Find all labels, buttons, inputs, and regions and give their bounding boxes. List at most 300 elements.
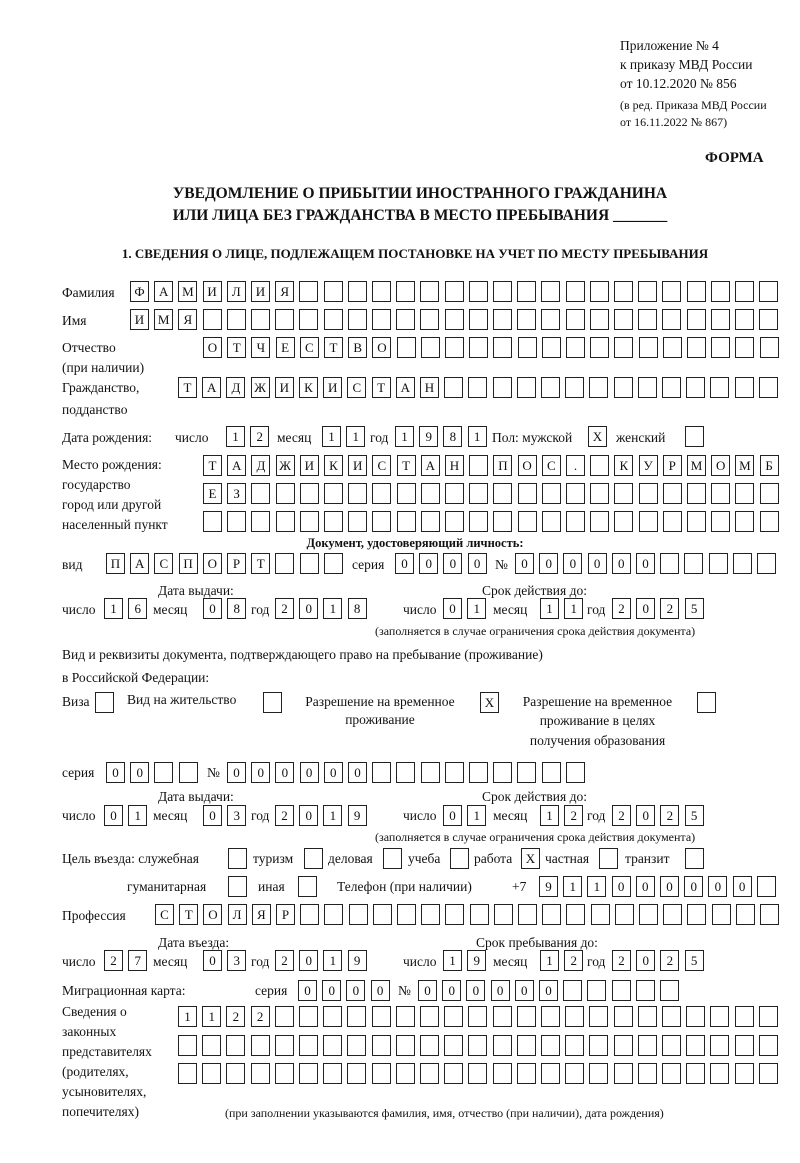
char-box-surname[interactable] — [445, 281, 464, 302]
char-box-reps-row1[interactable]: 2 — [226, 1006, 245, 1027]
char-box-reps-row2[interactable] — [710, 1035, 729, 1056]
char-box-reps-row2[interactable] — [759, 1035, 778, 1056]
char-box-phone[interactable]: 0 — [684, 876, 703, 897]
char-box-surname[interactable] — [469, 281, 488, 302]
char-box-stay-until-month[interactable]: 2 — [564, 950, 583, 971]
char-box-reps-row3[interactable] — [614, 1063, 633, 1084]
char-box-id-kind[interactable]: П — [106, 553, 125, 574]
char-box-profession[interactable] — [736, 904, 755, 925]
char-box-reps-row2[interactable] — [347, 1035, 366, 1056]
char-box-name[interactable] — [420, 309, 439, 330]
char-box-profession[interactable] — [494, 904, 513, 925]
checkbox-purpose-official[interactable] — [228, 848, 247, 869]
char-box-birth-day[interactable]: 1 — [226, 426, 245, 447]
char-box-mig-series[interactable]: 0 — [346, 980, 365, 1001]
char-box-stay-valid-year[interactable]: 0 — [636, 805, 655, 826]
char-box-id-issue-month[interactable]: 0 — [203, 598, 222, 619]
char-box-stay-number[interactable]: 0 — [348, 762, 367, 783]
char-box-citizenship[interactable]: И — [323, 377, 342, 398]
char-box-reps-row2[interactable] — [565, 1035, 584, 1056]
char-box-birth-year[interactable]: 1 — [468, 426, 487, 447]
char-box-birthplace-row1[interactable]: Д — [251, 455, 270, 476]
char-box-patronymic[interactable] — [566, 337, 585, 358]
char-box-mig-number[interactable]: 0 — [442, 980, 461, 1001]
char-box-citizenship[interactable]: Ж — [251, 377, 270, 398]
char-box-reps-row3[interactable] — [275, 1063, 294, 1084]
char-box-reps-row2[interactable] — [372, 1035, 391, 1056]
char-box-id-valid-day[interactable]: 0 — [443, 598, 462, 619]
char-box-id-kind[interactable]: А — [130, 553, 149, 574]
char-box-surname[interactable] — [687, 281, 706, 302]
char-box-mig-number[interactable]: 0 — [466, 980, 485, 1001]
char-box-surname[interactable] — [396, 281, 415, 302]
char-box-patronymic[interactable] — [518, 337, 537, 358]
char-box-id-kind[interactable]: Р — [227, 553, 246, 574]
char-box-reps-row1[interactable] — [420, 1006, 439, 1027]
char-box-stay-until-day[interactable]: 9 — [467, 950, 486, 971]
char-box-birth-month[interactable]: 1 — [322, 426, 341, 447]
char-box-citizenship[interactable] — [662, 377, 681, 398]
char-box-citizenship[interactable] — [444, 377, 463, 398]
char-box-birthplace-row3[interactable] — [639, 511, 658, 532]
char-box-reps-row3[interactable] — [178, 1063, 197, 1084]
char-box-reps-row2[interactable] — [178, 1035, 197, 1056]
char-box-stay-number[interactable]: 0 — [275, 762, 294, 783]
char-box-profession[interactable]: Л — [228, 904, 247, 925]
char-box-citizenship[interactable] — [686, 377, 705, 398]
char-box-stay-issue-year[interactable]: 2 — [275, 805, 294, 826]
char-box-birthplace-row3[interactable] — [421, 511, 440, 532]
char-box-reps-row2[interactable] — [444, 1035, 463, 1056]
char-box-profession[interactable] — [639, 904, 658, 925]
char-box-id-kind[interactable]: Т — [251, 553, 270, 574]
char-box-id-number[interactable]: 0 — [588, 553, 607, 574]
char-box-stay-number[interactable]: 0 — [300, 762, 319, 783]
char-box-phone[interactable]: 1 — [563, 876, 582, 897]
char-box-citizenship[interactable] — [493, 377, 512, 398]
char-box-surname[interactable] — [662, 281, 681, 302]
char-box-name[interactable] — [759, 309, 778, 330]
char-box-birthplace-row2[interactable] — [493, 483, 512, 504]
char-box-name[interactable] — [203, 309, 222, 330]
char-box-reps-row3[interactable] — [444, 1063, 463, 1084]
char-box-citizenship[interactable] — [589, 377, 608, 398]
char-box-birthplace-row2[interactable] — [251, 483, 270, 504]
char-box-id-valid-year[interactable]: 5 — [685, 598, 704, 619]
char-box-reps-row1[interactable] — [444, 1006, 463, 1027]
char-box-citizenship[interactable] — [710, 377, 729, 398]
char-box-birth-year[interactable]: 1 — [395, 426, 414, 447]
char-box-stay-series[interactable]: 0 — [130, 762, 149, 783]
char-box-patronymic[interactable] — [445, 337, 464, 358]
checkbox-sex-male[interactable]: X — [588, 426, 607, 447]
checkbox-stay-visa[interactable] — [95, 692, 114, 713]
char-box-reps-row1[interactable] — [735, 1006, 754, 1027]
char-box-citizenship[interactable] — [565, 377, 584, 398]
char-box-phone[interactable]: 0 — [733, 876, 752, 897]
char-box-patronymic[interactable] — [469, 337, 488, 358]
char-box-phone[interactable]: 9 — [539, 876, 558, 897]
char-box-id-series[interactable]: 0 — [443, 553, 462, 574]
char-box-birthplace-row1[interactable]: Ж — [276, 455, 295, 476]
char-box-profession[interactable]: О — [203, 904, 222, 925]
char-box-mig-number[interactable] — [636, 980, 655, 1001]
char-box-birthplace-row1[interactable]: . — [566, 455, 585, 476]
char-box-name[interactable] — [275, 309, 294, 330]
char-box-birthplace-row2[interactable] — [566, 483, 585, 504]
char-box-reps-row1[interactable] — [614, 1006, 633, 1027]
char-box-profession[interactable] — [591, 904, 610, 925]
char-box-birthplace-row2[interactable] — [469, 483, 488, 504]
char-box-stay-number[interactable] — [542, 762, 561, 783]
char-box-patronymic[interactable]: О — [203, 337, 222, 358]
char-box-stay-valid-month[interactable]: 2 — [564, 805, 583, 826]
char-box-reps-row1[interactable] — [275, 1006, 294, 1027]
char-box-stay-until-year[interactable]: 2 — [660, 950, 679, 971]
char-box-name[interactable] — [566, 309, 585, 330]
char-box-citizenship[interactable] — [638, 377, 657, 398]
char-box-id-valid-day[interactable]: 1 — [467, 598, 486, 619]
char-box-birthplace-row1[interactable] — [590, 455, 609, 476]
char-box-birthplace-row1[interactable]: А — [227, 455, 246, 476]
char-box-profession[interactable] — [373, 904, 392, 925]
char-box-surname[interactable] — [638, 281, 657, 302]
char-box-profession[interactable] — [566, 904, 585, 925]
char-box-reps-row3[interactable] — [226, 1063, 245, 1084]
char-box-id-valid-year[interactable]: 0 — [636, 598, 655, 619]
char-box-reps-row2[interactable] — [662, 1035, 681, 1056]
checkbox-stay-temp-permit[interactable]: X — [480, 692, 499, 713]
char-box-reps-row2[interactable] — [638, 1035, 657, 1056]
char-box-id-kind[interactable] — [275, 553, 294, 574]
char-box-id-issue-year[interactable]: 1 — [323, 598, 342, 619]
checkbox-purpose-tourism[interactable] — [304, 848, 323, 869]
char-box-phone[interactable]: 0 — [612, 876, 631, 897]
char-box-reps-row1[interactable] — [493, 1006, 512, 1027]
char-box-reps-row3[interactable] — [565, 1063, 584, 1084]
char-box-reps-row3[interactable] — [662, 1063, 681, 1084]
char-box-reps-row3[interactable] — [396, 1063, 415, 1084]
char-box-birthplace-row2[interactable] — [300, 483, 319, 504]
char-box-birthplace-row1[interactable]: С — [372, 455, 391, 476]
char-box-surname[interactable]: Ф — [130, 281, 149, 302]
char-box-stay-issue-month[interactable]: 3 — [227, 805, 246, 826]
char-box-reps-row3[interactable] — [710, 1063, 729, 1084]
char-box-stay-until-year[interactable]: 0 — [636, 950, 655, 971]
char-box-birthplace-row1[interactable]: О — [711, 455, 730, 476]
char-box-reps-row3[interactable] — [347, 1063, 366, 1084]
char-box-reps-row2[interactable] — [299, 1035, 318, 1056]
char-box-reps-row3[interactable] — [468, 1063, 487, 1084]
char-box-birthplace-row3[interactable] — [469, 511, 488, 532]
char-box-reps-row3[interactable] — [589, 1063, 608, 1084]
char-box-name[interactable] — [227, 309, 246, 330]
char-box-reps-row2[interactable] — [589, 1035, 608, 1056]
char-box-reps-row1[interactable] — [638, 1006, 657, 1027]
char-box-reps-row1[interactable] — [686, 1006, 705, 1027]
char-box-id-issue-month[interactable]: 8 — [227, 598, 246, 619]
char-box-surname[interactable] — [493, 281, 512, 302]
char-box-birthplace-row2[interactable] — [735, 483, 754, 504]
checkbox-purpose-humanitarian[interactable] — [228, 876, 247, 897]
char-box-birth-month[interactable]: 1 — [346, 426, 365, 447]
char-box-patronymic[interactable] — [421, 337, 440, 358]
char-box-reps-row2[interactable] — [275, 1035, 294, 1056]
char-box-profession[interactable]: Т — [179, 904, 198, 925]
char-box-birthplace-row2[interactable] — [687, 483, 706, 504]
char-box-surname[interactable] — [324, 281, 343, 302]
char-box-patronymic[interactable]: Ч — [251, 337, 270, 358]
char-box-reps-row3[interactable] — [638, 1063, 657, 1084]
char-box-id-number[interactable] — [660, 553, 679, 574]
char-box-entry-month[interactable]: 3 — [227, 950, 246, 971]
char-box-name[interactable] — [396, 309, 415, 330]
char-box-mig-number[interactable] — [660, 980, 679, 1001]
char-box-citizenship[interactable]: Д — [226, 377, 245, 398]
char-box-name[interactable] — [614, 309, 633, 330]
char-box-profession[interactable]: Р — [276, 904, 295, 925]
char-box-birthplace-row1[interactable]: С — [542, 455, 561, 476]
char-box-birthplace-row2[interactable] — [663, 483, 682, 504]
char-box-surname[interactable] — [614, 281, 633, 302]
char-box-surname[interactable]: И — [251, 281, 270, 302]
char-box-birthplace-row3[interactable] — [590, 511, 609, 532]
char-box-stay-number[interactable] — [396, 762, 415, 783]
char-box-mig-series[interactable]: 0 — [298, 980, 317, 1001]
char-box-surname[interactable] — [759, 281, 778, 302]
char-box-mig-number[interactable]: 0 — [515, 980, 534, 1001]
char-box-id-number[interactable]: 0 — [636, 553, 655, 574]
char-box-surname[interactable] — [590, 281, 609, 302]
char-box-birthplace-row1[interactable]: Р — [663, 455, 682, 476]
char-box-reps-row2[interactable] — [226, 1035, 245, 1056]
char-box-stay-valid-day[interactable]: 0 — [443, 805, 462, 826]
char-box-birthplace-row3[interactable] — [276, 511, 295, 532]
char-box-name[interactable] — [711, 309, 730, 330]
char-box-citizenship[interactable]: Т — [372, 377, 391, 398]
char-box-reps-row1[interactable] — [589, 1006, 608, 1027]
char-box-name[interactable] — [541, 309, 560, 330]
char-box-name[interactable] — [251, 309, 270, 330]
char-box-birthplace-row3[interactable] — [324, 511, 343, 532]
char-box-surname[interactable] — [420, 281, 439, 302]
char-box-patronymic[interactable] — [614, 337, 633, 358]
char-box-reps-row2[interactable] — [420, 1035, 439, 1056]
char-box-stay-number[interactable] — [372, 762, 391, 783]
char-box-profession[interactable] — [421, 904, 440, 925]
char-box-reps-row1[interactable] — [541, 1006, 560, 1027]
char-box-stay-series[interactable] — [179, 762, 198, 783]
char-box-reps-row3[interactable] — [759, 1063, 778, 1084]
char-box-reps-row3[interactable] — [251, 1063, 270, 1084]
char-box-birthplace-row1[interactable]: Б — [760, 455, 779, 476]
char-box-birthplace-row3[interactable] — [493, 511, 512, 532]
char-box-birthplace-row3[interactable] — [566, 511, 585, 532]
char-box-entry-day[interactable]: 7 — [128, 950, 147, 971]
char-box-id-valid-month[interactable]: 1 — [540, 598, 559, 619]
char-box-citizenship[interactable] — [735, 377, 754, 398]
char-box-reps-row1[interactable] — [565, 1006, 584, 1027]
char-box-profession[interactable] — [542, 904, 561, 925]
char-box-birthplace-row1[interactable]: Т — [203, 455, 222, 476]
char-box-reps-row1[interactable] — [323, 1006, 342, 1027]
char-box-id-valid-year[interactable]: 2 — [660, 598, 679, 619]
char-box-name[interactable] — [469, 309, 488, 330]
char-box-name[interactable] — [638, 309, 657, 330]
char-box-citizenship[interactable] — [541, 377, 560, 398]
char-box-name[interactable] — [324, 309, 343, 330]
char-box-profession[interactable]: Я — [252, 904, 271, 925]
char-box-entry-day[interactable]: 2 — [104, 950, 123, 971]
char-box-name[interactable]: Я — [178, 309, 197, 330]
char-box-reps-row3[interactable] — [541, 1063, 560, 1084]
char-box-name[interactable] — [299, 309, 318, 330]
char-box-citizenship[interactable]: А — [396, 377, 415, 398]
char-box-citizenship[interactable]: Т — [178, 377, 197, 398]
char-box-id-series[interactable]: 0 — [395, 553, 414, 574]
char-box-stay-issue-year[interactable]: 9 — [348, 805, 367, 826]
char-box-patronymic[interactable]: Е — [276, 337, 295, 358]
char-box-profession[interactable] — [687, 904, 706, 925]
char-box-stay-number[interactable] — [445, 762, 464, 783]
char-box-citizenship[interactable]: К — [299, 377, 318, 398]
char-box-stay-number[interactable]: 0 — [227, 762, 246, 783]
char-box-reps-row3[interactable] — [372, 1063, 391, 1084]
char-box-surname[interactable]: Я — [275, 281, 294, 302]
char-box-reps-row3[interactable] — [299, 1063, 318, 1084]
char-box-birthplace-row2[interactable] — [760, 483, 779, 504]
char-box-birth-year[interactable]: 9 — [419, 426, 438, 447]
char-box-citizenship[interactable]: Н — [420, 377, 439, 398]
char-box-reps-row1[interactable] — [759, 1006, 778, 1027]
char-box-patronymic[interactable] — [760, 337, 779, 358]
char-box-profession[interactable] — [470, 904, 489, 925]
char-box-entry-month[interactable]: 0 — [203, 950, 222, 971]
char-box-reps-row3[interactable] — [517, 1063, 536, 1084]
char-box-entry-year[interactable]: 2 — [275, 950, 294, 971]
char-box-stay-issue-day[interactable]: 0 — [104, 805, 123, 826]
char-box-stay-number[interactable] — [493, 762, 512, 783]
char-box-stay-issue-year[interactable]: 0 — [299, 805, 318, 826]
char-box-birthplace-row3[interactable] — [372, 511, 391, 532]
char-box-stay-until-month[interactable]: 1 — [540, 950, 559, 971]
char-box-birthplace-row1[interactable]: И — [348, 455, 367, 476]
char-box-birthplace-row2[interactable] — [711, 483, 730, 504]
char-box-birthplace-row3[interactable] — [760, 511, 779, 532]
char-box-stay-valid-year[interactable]: 2 — [612, 805, 631, 826]
char-box-reps-row3[interactable] — [735, 1063, 754, 1084]
char-box-profession[interactable] — [760, 904, 779, 925]
char-box-patronymic[interactable] — [735, 337, 754, 358]
char-box-birthplace-row1[interactable]: П — [493, 455, 512, 476]
char-box-surname[interactable]: М — [178, 281, 197, 302]
char-box-reps-row2[interactable] — [251, 1035, 270, 1056]
char-box-birthplace-row2[interactable] — [276, 483, 295, 504]
char-box-surname[interactable] — [299, 281, 318, 302]
char-box-profession[interactable] — [712, 904, 731, 925]
char-box-name[interactable]: И — [130, 309, 149, 330]
char-box-surname[interactable]: И — [203, 281, 222, 302]
char-box-entry-year[interactable]: 0 — [299, 950, 318, 971]
char-box-birthplace-row1[interactable]: О — [518, 455, 537, 476]
char-box-id-kind[interactable]: С — [154, 553, 173, 574]
char-box-citizenship[interactable] — [468, 377, 487, 398]
char-box-birthplace-row1[interactable]: М — [687, 455, 706, 476]
char-box-mig-number[interactable] — [587, 980, 606, 1001]
char-box-citizenship[interactable]: А — [202, 377, 221, 398]
char-box-reps-row1[interactable] — [517, 1006, 536, 1027]
char-box-birthplace-row2[interactable] — [518, 483, 537, 504]
char-box-stay-number[interactable] — [469, 762, 488, 783]
char-box-stay-series[interactable] — [154, 762, 173, 783]
char-box-patronymic[interactable] — [711, 337, 730, 358]
char-box-id-issue-year[interactable]: 8 — [348, 598, 367, 619]
char-box-name[interactable] — [493, 309, 512, 330]
char-box-stay-issue-month[interactable]: 0 — [203, 805, 222, 826]
char-box-mig-number[interactable] — [563, 980, 582, 1001]
char-box-reps-row1[interactable]: 1 — [202, 1006, 221, 1027]
char-box-profession[interactable]: С — [155, 904, 174, 925]
checkbox-purpose-other[interactable] — [298, 876, 317, 897]
char-box-phone[interactable]: 0 — [660, 876, 679, 897]
char-box-birthplace-row3[interactable] — [687, 511, 706, 532]
char-box-birthplace-row3[interactable] — [251, 511, 270, 532]
char-box-id-issue-day[interactable]: 6 — [128, 598, 147, 619]
char-box-profession[interactable] — [397, 904, 416, 925]
char-box-birthplace-row2[interactable] — [372, 483, 391, 504]
char-box-stay-number[interactable] — [517, 762, 536, 783]
char-box-stay-until-day[interactable]: 1 — [443, 950, 462, 971]
char-box-name[interactable]: М — [154, 309, 173, 330]
char-box-id-number[interactable]: 0 — [612, 553, 631, 574]
char-box-mig-number[interactable]: 0 — [539, 980, 558, 1001]
char-box-birthplace-row3[interactable] — [711, 511, 730, 532]
char-box-reps-row3[interactable] — [493, 1063, 512, 1084]
checkbox-stay-edu-permit[interactable] — [697, 692, 716, 713]
char-box-reps-row1[interactable] — [347, 1006, 366, 1027]
char-box-birthplace-row3[interactable] — [300, 511, 319, 532]
char-box-birthplace-row1[interactable]: И — [300, 455, 319, 476]
char-box-reps-row1[interactable] — [710, 1006, 729, 1027]
char-box-id-kind[interactable] — [300, 553, 319, 574]
char-box-birthplace-row1[interactable]: М — [735, 455, 754, 476]
char-box-birthplace-row2[interactable] — [614, 483, 633, 504]
char-box-mig-number[interactable] — [612, 980, 631, 1001]
char-box-reps-row3[interactable] — [323, 1063, 342, 1084]
char-box-birthplace-row1[interactable]: К — [324, 455, 343, 476]
char-box-id-series[interactable]: 0 — [468, 553, 487, 574]
char-box-patronymic[interactable] — [639, 337, 658, 358]
char-box-id-number[interactable] — [757, 553, 776, 574]
char-box-id-number[interactable] — [733, 553, 752, 574]
char-box-patronymic[interactable]: Т — [324, 337, 343, 358]
char-box-id-number[interactable]: 0 — [515, 553, 534, 574]
char-box-reps-row2[interactable] — [493, 1035, 512, 1056]
char-box-name[interactable] — [735, 309, 754, 330]
char-box-surname[interactable] — [348, 281, 367, 302]
char-box-birthplace-row2[interactable] — [348, 483, 367, 504]
char-box-stay-valid-month[interactable]: 1 — [540, 805, 559, 826]
char-box-reps-row1[interactable] — [396, 1006, 415, 1027]
char-box-stay-number[interactable] — [566, 762, 585, 783]
char-box-birthplace-row3[interactable] — [348, 511, 367, 532]
char-box-surname[interactable] — [517, 281, 536, 302]
char-box-stay-until-year[interactable]: 5 — [685, 950, 704, 971]
char-box-id-valid-month[interactable]: 1 — [564, 598, 583, 619]
char-box-reps-row1[interactable] — [299, 1006, 318, 1027]
char-box-patronymic[interactable] — [590, 337, 609, 358]
char-box-reps-row2[interactable] — [614, 1035, 633, 1056]
